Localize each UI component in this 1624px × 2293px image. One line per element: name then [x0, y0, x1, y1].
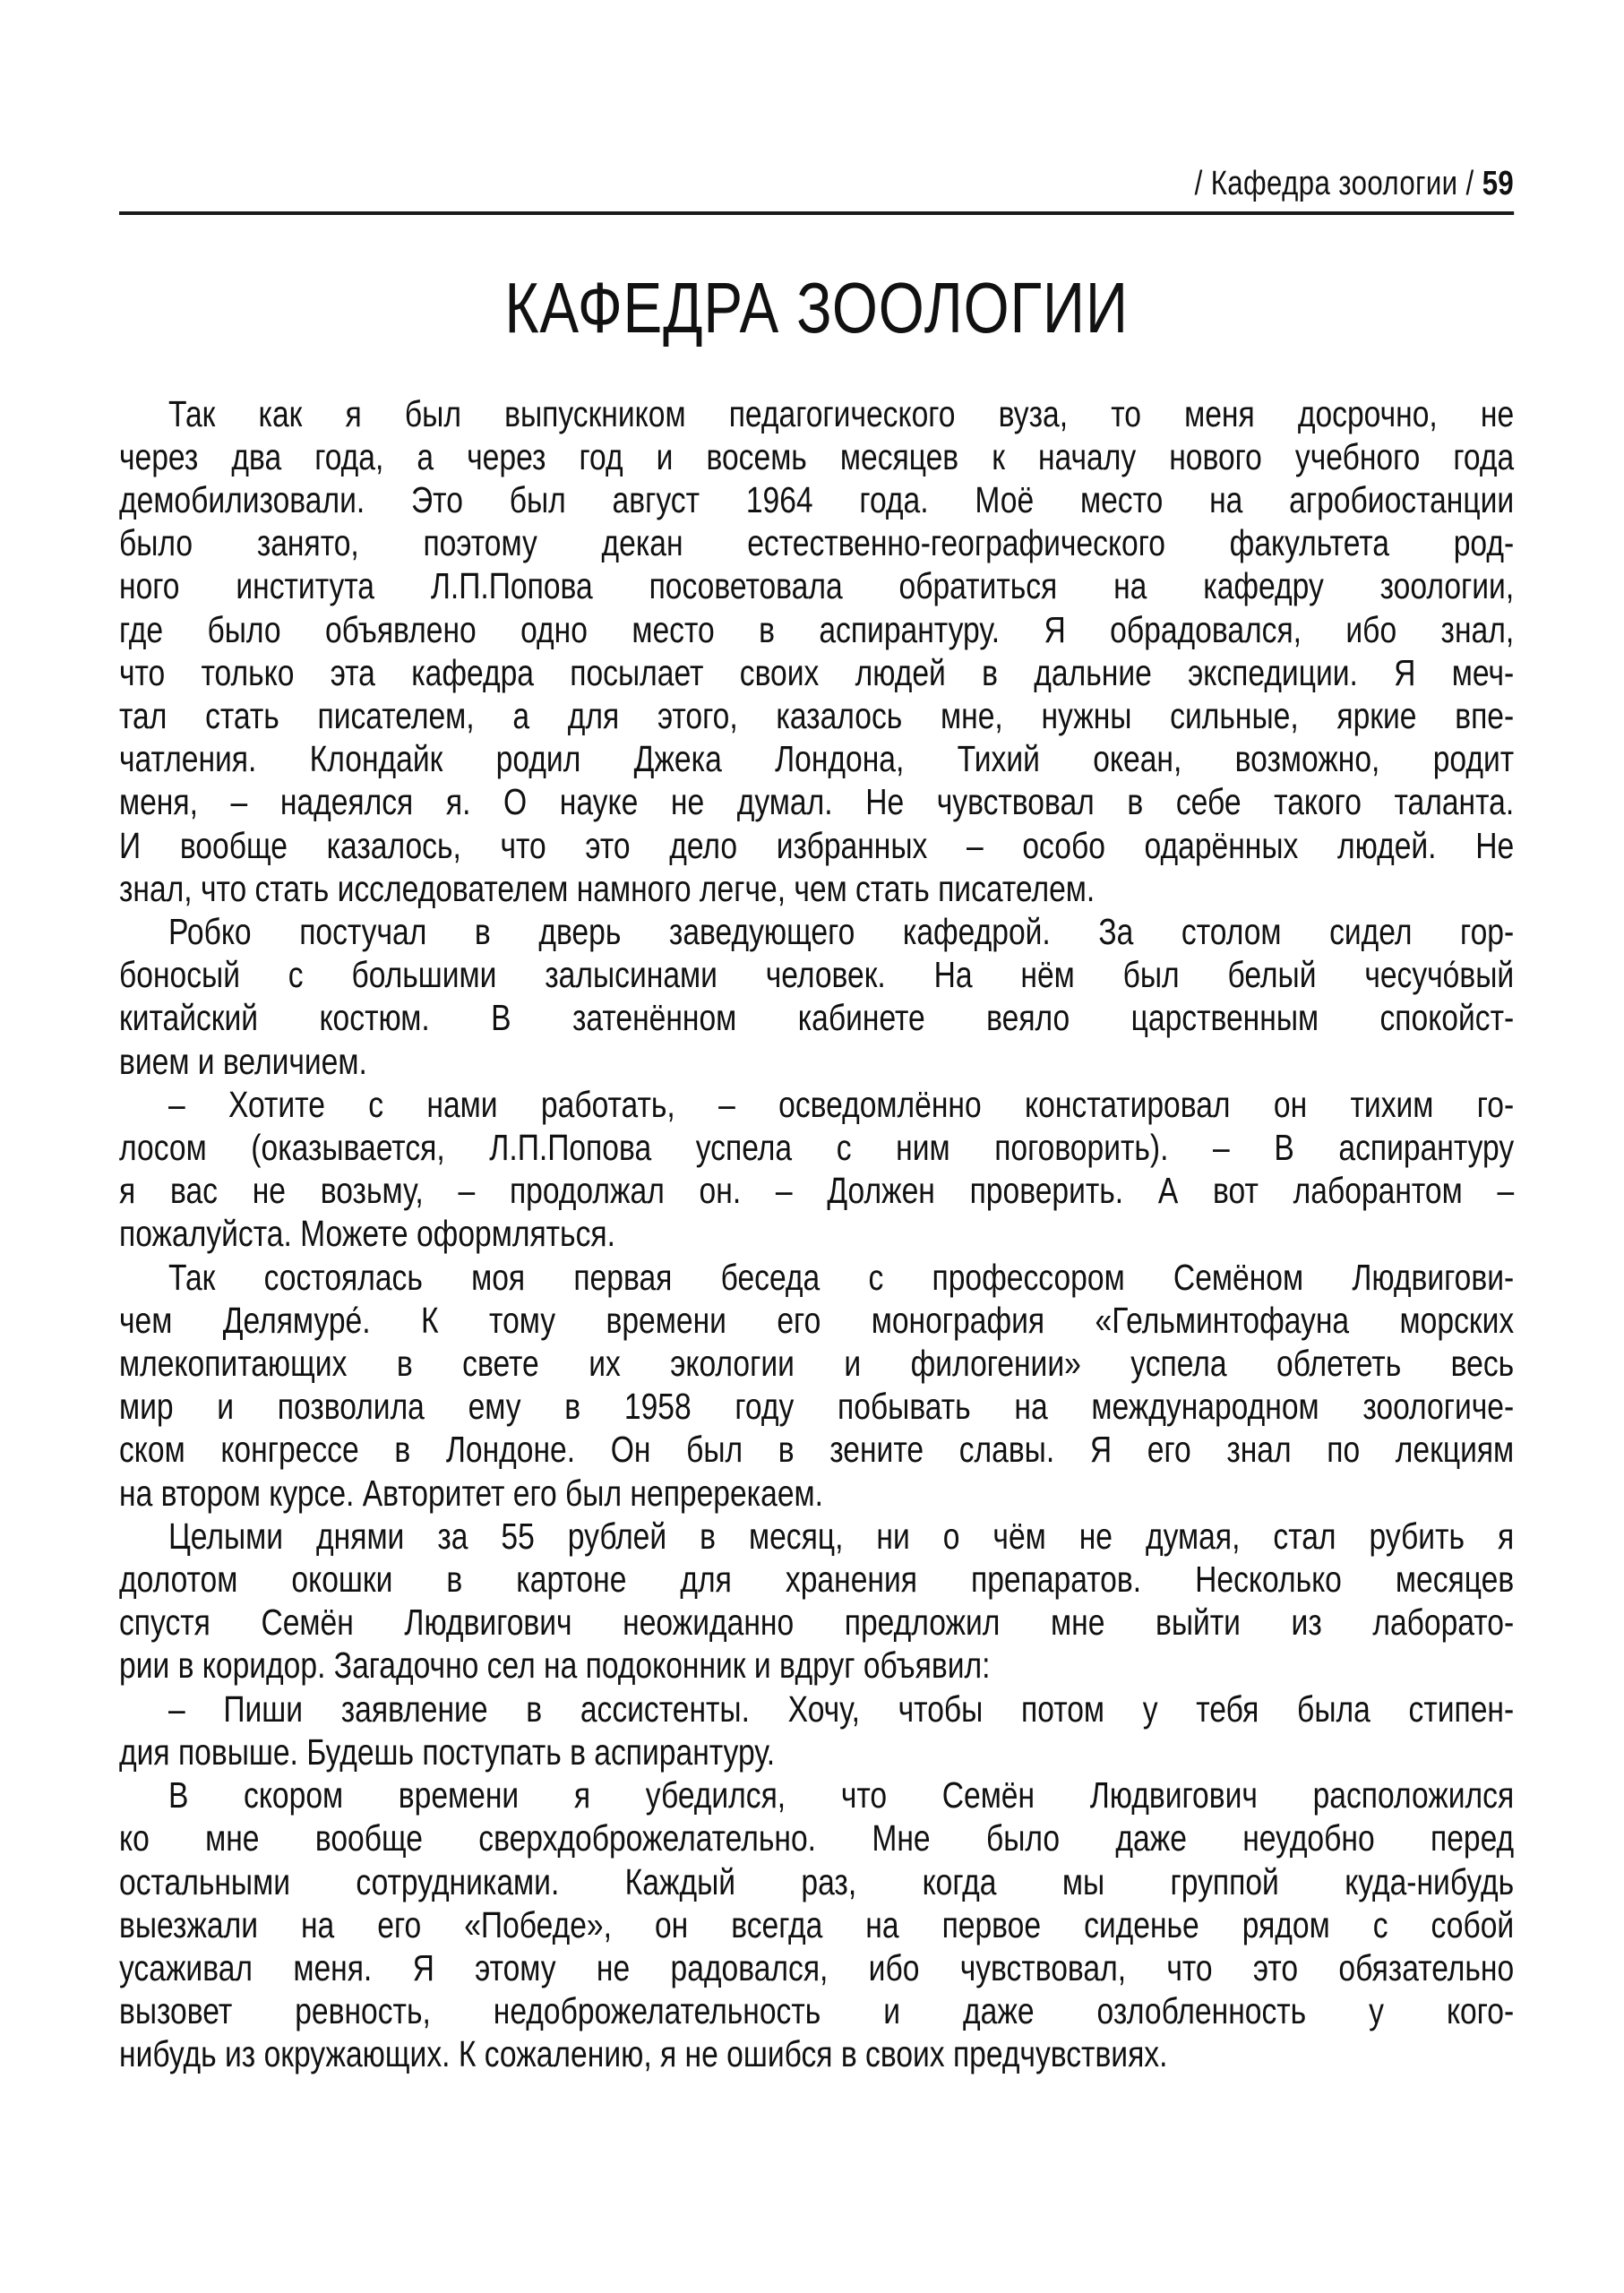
body-text — [119, 392, 1514, 2076]
body-line: Так состоялась моя первая беседа с профессором Семёном Людвигови- — [168, 1256, 1515, 1298]
body-line: было занято, поэтому декан естественно-географического факультета род- — [119, 522, 1515, 564]
page-number: 59 — [1482, 165, 1515, 202]
body-line: лосом (оказывается, Л.П.Попова успела с ним поговорить). – В аспирантуру — [119, 1127, 1515, 1169]
body-line: ском конгрессе в Лондоне. Он был в зените славы. Я его знал по лекциям — [119, 1429, 1515, 1471]
body-line: вием и величием. — [119, 1040, 367, 1082]
body-line: я вас не возьму, – продолжал он. – Должен проверить. А вот лаборантом – — [119, 1170, 1515, 1212]
text-column — [119, 167, 1514, 2076]
body-line: тал стать писателем, а для этого, казалось мне, нужны сильные, яркие впе- — [119, 695, 1515, 737]
body-line: демобилизовали. Это был август 1964 года. Моё место на агробиостанции — [119, 479, 1515, 520]
body-line: И вообще казалось, что это дело избранных – особо одарённых людей. Не — [119, 824, 1515, 866]
body-line: на втором курсе. Авторитет его был непререкаем. — [119, 1472, 823, 1514]
body-line: что только эта кафедра посылает своих людей в дальние экспедиции. Я меч- — [119, 651, 1515, 693]
body-paragraph — [119, 392, 1514, 910]
body-line: усаживал меня. Я этому не радовался, ибо чувствовал, что это обязательно — [119, 1946, 1515, 1988]
body-line: – Пиши заявление в ассистенты. Хочу, чтобы потом у тебя была стипен- — [168, 1688, 1515, 1730]
body-line: ко мне вообще сверхдоброжелательно. Мне было даже неудобно перед — [119, 1817, 1515, 1859]
body-line: ного института Л.П.Попова посоветовала обратиться на кафедру зоологии, — [119, 565, 1515, 607]
body-line: дия повыше. Будешь поступать в аспирантуру. — [119, 1730, 776, 1773]
body-line: китайский костюм. В затенённом кабинете веяло царственным спокойст- — [119, 997, 1515, 1039]
body-line: пожалуйста. Можете оформляться. — [119, 1213, 615, 1255]
body-line: рии в коридор. Загадочно сел на подоконник и вдруг объявил: — [119, 1645, 991, 1687]
body-paragraph — [119, 910, 1514, 1083]
body-line: знал, что стать исследователем намного легче, чем стать писателем. — [119, 867, 1096, 909]
body-line: Так как я был выпускником педагогического вуза, то меня досрочно, не — [168, 392, 1515, 434]
body-line: млекопитающих в свете их экологии и филогении» успела облететь весь — [119, 1343, 1515, 1385]
body-line: вызовет ревность, недоброжелательность и даже озлобленность у кого- — [119, 1990, 1515, 2032]
body-line: Робко постучал в дверь заведующего кафедрой. За столом сидел гор- — [168, 911, 1515, 953]
running-header — [119, 167, 1514, 215]
body-paragraph — [119, 1773, 1514, 2075]
body-line: Целыми днями за 55 рублей в месяц, ни о чём не думая, стал рубить я — [168, 1515, 1515, 1557]
body-line: спустя Семён Людвигович неожиданно предложил мне выйти из лаборато- — [119, 1602, 1515, 1644]
chapter-title: КАФЕДРА ЗООЛОГИИ — [504, 268, 1129, 348]
body-paragraph — [119, 1688, 1514, 1773]
body-line: нибудь из окружающих. К сожалению, я не ошибся в своих предчувствиях. — [119, 2033, 1168, 2075]
body-paragraph — [119, 1083, 1514, 1256]
body-line: мир и позволила ему в 1958 году побывать на международном зоологиче- — [119, 1386, 1515, 1428]
body-line: где было объявлено одно место в аспирантуру. Я обрадовался, ибо знал, — [119, 608, 1515, 650]
body-paragraph — [119, 1515, 1514, 1688]
running-title: / Кафедра зоологии / — [1194, 165, 1474, 202]
body-line: долотом окошки в картоне для хранения препаратов. Несколько месяцев — [119, 1559, 1515, 1601]
body-line: остальными сотрудниками. Каждый раз, когда мы группой куда-нибудь — [119, 1860, 1515, 1902]
body-paragraph — [119, 1256, 1514, 1515]
body-line: выезжали на его «Победе», он всегда на первое сиденье рядом с собой — [119, 1903, 1515, 1945]
body-line: – Хотите с нами работать, – осведомлённо констатировал он тихим го- — [168, 1083, 1515, 1125]
body-line: меня, – надеялся я. О науке не думал. Не чувствовал в себе такого таланта. — [119, 781, 1515, 823]
body-line: В скором времени я убедился, что Семён Людвигович расположился — [168, 1774, 1515, 1816]
body-line: через два года, а через год и восемь месяцев к началу нового учебного года — [119, 435, 1515, 477]
body-line: чатления. Клондайк родил Джека Лондона, Тихий океан, возможно, родит — [119, 738, 1515, 780]
body-line: чем Делямуре́. К тому времени его монография «Гельминтофауна морских — [119, 1299, 1515, 1341]
body-line: боносый с большими залысинами человек. На нём был белый чесучо́вый — [119, 954, 1515, 996]
